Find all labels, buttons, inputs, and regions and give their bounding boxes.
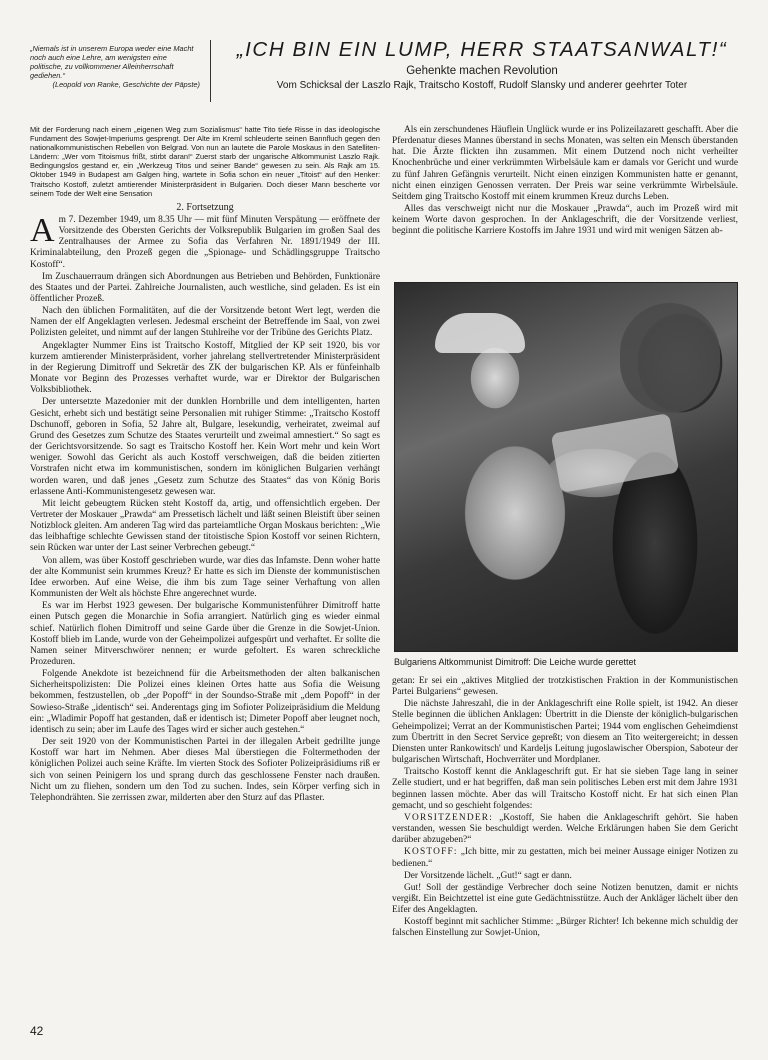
motto-source: (Leopold von Ranke, Geschichte der Päpste) <box>52 80 200 89</box>
dimitroff-photo <box>394 282 738 652</box>
body-paragraph: Folgende Anekdote ist bezeichnend für die Arbeitsmethoden der alten balkanischen Sicherheitspolizisten: Die Polizei eines kleinen Ortes hatte aus Sofia die Weisung bekommen, festzustellen, ob „der Popoff“ in der Soundso-Straße mit „dem Popoff“ in der Sowieso-Straße „identisch“ sei. Anderentags ging im Sofioter Polizeipräsidium die Meldung ein: „Wladimir Popoff hat gestanden, daß er identisch ist; Dimeter Popoff aber leugnet noch, identisch zu sein; aber im Laufe des Tages wird er sicher auch gestehen.“ <box>30 669 380 735</box>
dialogue-line <box>392 847 738 869</box>
body-paragraph: Es war im Herbst 1923 gewesen. Der bulgarische Kommunistenführer Dimitroff hatte einen Putsch gegen die Monarchie in Sofia arrangiert. Natürlich ging es wieder einmal schief. Natürlich flohen Dimitroff und seine Garde über die Grenze in die Sowjet-Union. Kostoff blieb im Lande, wurde von der Geheimpolizei aufgespürt und verhaftet. Er sollte die Namen seiner Mitverschwörer nennen; er wurde gefoltert. Es waren schreckliche Prozeduren. <box>30 601 380 667</box>
photo-figure-cap <box>435 313 525 353</box>
body-paragraph: Kostoff beginnt mit sachlicher Stimme: „Bürger Richter! Ich bekenne mich schuldig der falschen Einstellung zur Sowjet-Union, <box>392 917 738 939</box>
motto-text: „Niemals ist in unserem Europa weder eine Macht noch auch eine Lehre, am wenigsten eine politische, zu vollkommener Alleinherrschaft gediehen.“ <box>30 44 194 80</box>
photo-caption <box>394 657 738 667</box>
photo-figure-hands <box>551 413 680 493</box>
right-column-top <box>392 125 738 239</box>
dialogue-text: „Ich bitte, mir zu gestatten, mich bei meiner Aussage einiger Notizen zu bedienen.“ <box>392 847 738 869</box>
body-paragraph: Der untersetzte Mazedonier mit der dunklen Hornbrille und dem intelligenten, harten Gesicht, erhebt sich und bestätigt seine Personalien mit ruhiger Stimme: „Traitscho Kostoff Dschunoff, geboren in Sofia, 52 Jahre alt, Bulgare, lesekundig, verheiratet, zweimal auf Grund des Gesetzes zum Schutze des Staates verurteilt und zweimal amnestiert.“ So sagt es der Gerichtsvorsitzende. So sagt es Traitscho Kostoff her. Kein Wort mehr und kein Wort weniger. Sowohl das Gericht als auch Kostoff verschweigen, daß die beiden zitierten Vorstrafen nicht etwa im kommunistischen, sondern im königlichen Bulgarien verhängt worden waren, und daß jenes „Gesetz zum Schutze des Staates“ das von König Boris erlassene Anti-Kommunistengesetz gewesen war. <box>30 397 380 497</box>
headline-subtitle: Gehenkte machen Revolution <box>406 65 558 77</box>
body-paragraph: Mit leicht gebeugtem Rücken steht Kostoff da, artig, und offensichtlich ergeben. Der Vertreter der Moskauer „Prawda“ am Pressetisch lächelt und läßt seinen Bleistift über seinen Notizblock gleiten. Am anderen Tag wird das parteiamtliche Organ Moskaus berichten: „Wie das leibhaftige schlechte Gewissen stand der titoistische Spion Kostoff vor seinen Richtern, sein Rücken war unter der Last seiner Verbrechen gebeugt.“ <box>30 498 380 554</box>
intro-text: Mit der Forderung nach einem „eigenen Weg zum Sozialismus“ hatte Tito tiefe Risse in das ideologische Fundament des Sowjet-Imperiums gesprengt. Der Alte im Kreml schleuderte seinen Bannfluch gegen den nationalkommunistischen Rebellen von Belgrad. Von nun an lautete die Parole Moskaus in den Satelliten-Ländern: „Wer vom Titoismus frißt, stirbt daran!“ Zuerst starb der ungarische Altkommunist Laszlo Rajk. Bedingungslos gestand er, ein „Werkzeug Titos und seiner Bande“ gewesen zu sein. Als Rajk am 15. Oktober 1949 in Budapest am Galgen hing, wartete in Sofia schon ein neuer „Titoist“ auf den Henker: Traitscho Kostoff, zuletzt amtierender Ministerpräsident in Bulgarien. Doch dieser Mann bescherte vor seinem Tode der Welt eine Sensation <box>30 125 380 198</box>
section-heading: 2. Fortsetzung <box>176 201 234 213</box>
dialogue-text: „Kostoff, Sie haben die Anklageschrift gehört. Sie haben verstanden, wessen Sie beschuldigt werden. Welche Erklärungen haben Sie dem Gericht darüber abzugeben?“ <box>392 812 738 846</box>
dialogue-speaker: KOSTOFF: <box>404 847 458 858</box>
headline-title: „ICH BIN EIN LUMP, HERR STAATSANWALT!“ <box>236 38 728 61</box>
body-paragraph: Von allem, was über Kostoff geschrieben wurde, war dies das Infamste. Denn woher hatte der alte Kommunist sein krummes Kreuz? Er hatte es sich im Dienste der kommunistischen Idee erworben. Auf eine Weise, die ihm bis zum Tage seiner Verhaftung von allen Kommunisten der Welt als höchste Ehre angerechnet wurde. <box>30 555 380 600</box>
headline-block <box>222 38 742 91</box>
lead-paragraph-text: m 7. Dezember 1949, um 8.35 Uhr — mit fünf Minuten Verspätung — eröffnete der Vorsitzende des Obersten Gerichts der Volksrepublik Bulgarien im großen Saal des Zentralhauses der Armee zu Sofia das Verfahren Nr. 1891/1949 der III. Kriminalabteilung, den Prozeß gegen die „Spionage- und Schädlingsgruppe Traitscho Kostoff“. <box>30 214 380 270</box>
body-paragraph: Alles das verschweigt nicht nur die Moskauer „Prawda“, auch im Prozeß wird mit keinem Worte davon gesprochen. In der Anklageschrift, die der Vorsitzende verliest, beginnt die politische Karriere Kostoffs im Jahre 1931 und wird mit wenigen Sätzen ab- <box>392 204 738 237</box>
body-paragraph: Der Vorsitzende lächelt. „Gut!“ sagt er dann. <box>404 870 572 881</box>
body-paragraph: Als ein zerschundenes Häuflein Unglück wurde er ins Polizeilazarett geschafft. Aber die Pferdenatur dieses Mannes überstand in sechs Monaten, was selten ein Mensch überstanden hat. Die Ärzte flickten ihn zusammen. Mit einem Dutzend noch nicht verheilter Knochenbrüche und einer verkrümmten Wirbelsäule kam er damals vor Gericht und wurde zu fünf Jahren Gefängnis verurteilt. Nicht einen einzigen Kommunisten hatte er genannt, nicht einen einzigen Genossen verraten. Der Preis war seine verkrümmte Wirbelsäule. Seitdem ging Traitscho Kostoff mit einem krummen Kreuz durchs Leben. <box>392 125 738 202</box>
header-divider <box>210 40 211 102</box>
caption-rest: Die Leiche wurde gerettet <box>533 657 636 667</box>
body-paragraph: Die nächste Jahreszahl, die in der Anklageschrift eine Rolle spielt, ist 1942. An dieser Stelle beginnen die üblichen Anklagen: Übertritt in die Dienste der königlich-bulgarischen Geheimpolizei; Verrat an der Kommunistischen Partei; 1944 vom englischen Geheimdienst zum Übertritt in den Secret Service gepreßt; von diesem an Tito weitergereicht; in dessen Diensten unter Rankowitsch' und Kardeljs Leitung jugoslawischer Oberspion, Saboteur der bulgarischen Wirtschaft, Hochverräter und Mordplaner. <box>392 699 738 766</box>
right-column-bottom <box>392 676 738 941</box>
body-paragraph: getan: Er sei ein „aktives Mitglied der trotzkistischen Fraktion in der Kommunistischen Partei Bulgariens“ gewesen. <box>392 676 738 698</box>
body-paragraph: Der seit 1920 von der Kommunistischen Partei in der illegalen Arbeit gedrillte junge Kostoff war hart im Nehmen. Aber dieses Mal überstiegen die Foltermethoden der königlichen Polizei auch seine Kräfte. Im vierten Stock des Sofioter Polizeipräsidiums riß er sich von seinen Peinigern los und sprang durch das geschlossene Fenster nach draußen. Nicht um zu fliehen, sondern um den Tod zu suchen. Indes, sein Körper verfing sich in Telephondrähten. Sie zerrissen zwar, milderten aber den Sturz auf das Pflaster. <box>30 737 380 803</box>
dialogue-line <box>392 813 738 846</box>
page-number: 42 <box>30 1024 44 1038</box>
left-column <box>30 125 380 805</box>
body-paragraph: Gut! Soll der geständige Verbrecher doch seine Notizen benutzen, damit er nichts vergißt. Ein Beichtzettel ist eine gute Gedächtnisstütze. Auch der Ankläger lächelt über den Eifer des Angeklagten. <box>392 882 738 916</box>
caption-name: Dimitroff: <box>495 657 531 667</box>
body-paragraph: Nach den üblichen Formalitäten, auf die der Vorsitzende betont Wert legt, werden die Namen der elf Angeklagten verlesen. Jedesmal erscheint der Betreffende im Saal, von zwei Polizisten geleitet, und nimmt auf der langen Stuhlreihe vor der Tribüne des Gerichts Platz. <box>30 306 380 339</box>
body-paragraph: Angeklagter Nummer Eins ist Traitscho Kostoff, Mitglied der KP seit 1920, bis vor kurzem amtierender Ministerpräsident, vorher jahrelang stellvertretender Ministerpräsident in der Regierung Dimitroff und Sekretär des ZK der bulgarischen KP. Als er fünfeinhalb Monate vor Beginn des Prozesses verhaftet wurde, war er Direktor der Bulgarischen Volksbibliothek. <box>30 340 380 396</box>
body-paragraph: Traitscho Kostoff kennt die Anklageschrift gut. Er hat sie sieben Tage lang in seiner Zelle studiert, und er hat begriffen, daß man sein politisches Leben erst mit dem Jahre 1931 beginnen lassen möchte. Aber das will Traitscho Kostoff nicht. Er hat sich einen Plan gemacht, und so geschieht folgendes: <box>392 767 738 811</box>
drop-cap: A <box>30 211 55 249</box>
photo-figure-head <box>620 303 720 413</box>
lead-paragraph <box>30 211 380 271</box>
motto-quote <box>30 44 200 89</box>
caption-prefix: Bulgariens Altkommunist <box>394 657 493 667</box>
body-paragraph: Im Zuschauerraum drängen sich Abordnungen aus Betrieben und Behörden, Funktionäre des Staates und der Partei. Zahlreiche Journalisten, auch westliche, sind geladen. Es ist ein öffentlicher Prozeß. <box>30 271 380 304</box>
dialogue-speaker: VORSITZENDER: <box>404 812 494 823</box>
headline-subtitle-2: Vom Schicksal der Laszlo Rajk, Traitscho Kostoff, Rudolf Slansky und anderer geehrter Toter <box>276 80 688 91</box>
